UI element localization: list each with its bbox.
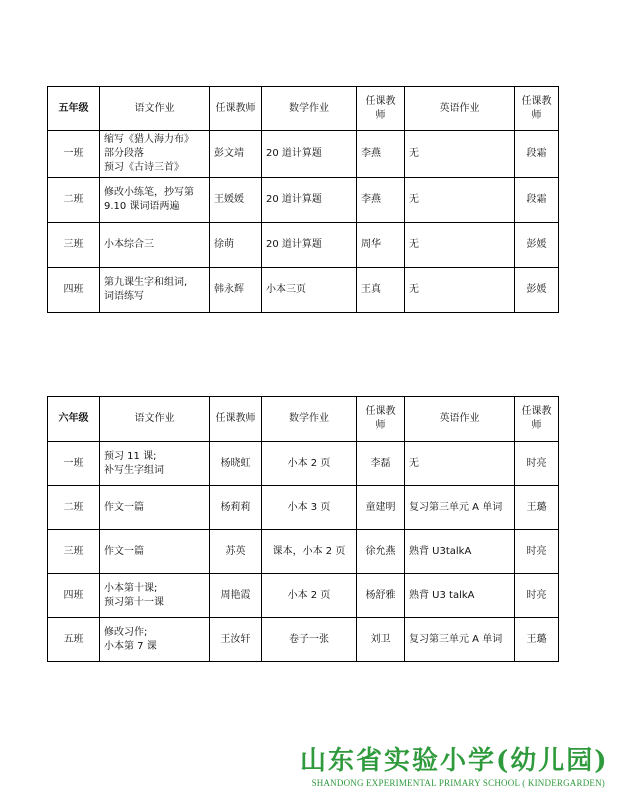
class-cell: 五班: [48, 618, 100, 662]
chinese-teacher-cell: 徐萌: [210, 223, 262, 268]
chinese-cell: [100, 530, 210, 574]
english-header: 英语作业: [405, 397, 515, 442]
chinese-teacher-cell: 杨晓虹: [210, 442, 262, 486]
chinese-line: 预习 11 课;: [104, 450, 157, 462]
chinese-teacher-cell: 苏英: [210, 530, 262, 574]
chinese-teacher-cell: 王媛媛: [210, 178, 262, 223]
chinese-line: 补写生字组词: [104, 464, 164, 476]
class-cell: 三班: [48, 530, 100, 574]
class-cell: 三班: [48, 223, 100, 268]
chinese-line: 作文一篇: [104, 501, 144, 513]
math-teacher-cell: 王真: [357, 268, 405, 313]
math-cell: 课本，小本 2 页: [262, 530, 357, 574]
english-teacher-cell: 时亮: [515, 442, 559, 486]
chinese-line: 第九课生字和组词,: [104, 277, 188, 288]
chinese-line: 部分段落: [104, 148, 144, 159]
math-teacher-cell: 杨舒雅: [357, 574, 405, 618]
chinese-line: 预习《古诗三首》: [104, 162, 184, 173]
grade-header: 五年级: [48, 87, 100, 131]
chinese-teacher-cell: 杨莉莉: [210, 486, 262, 530]
chinese-line: 作文一篇: [104, 545, 144, 557]
math-cell: 20 道计算题: [262, 131, 357, 178]
english-teacher-cell: 时亮: [515, 574, 559, 618]
english-cell: 无: [405, 442, 515, 486]
chinese-line: 小本第 7 课: [104, 640, 157, 652]
chinese-teacher-cell: 彭文靖: [210, 131, 262, 178]
math-teacher-cell: 童建明: [357, 486, 405, 530]
chinese-header: 语文作业: [100, 397, 210, 442]
chinese-cell: [100, 442, 210, 486]
english-teacher-cell: 彭媛: [515, 268, 559, 313]
english-cell: 复习第三单元 A 单词: [405, 486, 515, 530]
english-teacher-cell: 段霜: [515, 178, 559, 223]
chinese-line: 小本第十课;: [104, 582, 158, 594]
class-cell: 四班: [48, 574, 100, 618]
school-name-cn: 山东省实验小学(幼儿园): [300, 746, 609, 776]
chinese-cell: [100, 131, 210, 178]
english-cell: 无: [405, 178, 515, 223]
english-header: 英语作业: [405, 87, 515, 131]
table-row: [48, 618, 559, 662]
table-row: [48, 223, 559, 268]
grade6-homework-table: [47, 396, 559, 662]
math-header: 数学作业: [262, 87, 357, 131]
math-cell: 卷子一张: [262, 618, 357, 662]
grade-header: 六年级: [48, 397, 100, 442]
chinese-line: 词语练写: [104, 291, 144, 302]
math-teacher-cell: 李燕: [357, 131, 405, 178]
chinese-teacher-cell: 王汝轩: [210, 618, 262, 662]
class-cell: 一班: [48, 131, 100, 178]
grade5-homework-table: [47, 86, 559, 313]
math-teacher-cell: 刘卫: [357, 618, 405, 662]
table-header-row: [48, 87, 559, 131]
math-teacher-cell: 李磊: [357, 442, 405, 486]
english-cell: 无: [405, 268, 515, 313]
english-teacher-cell: 王璐: [515, 618, 559, 662]
table-row: [48, 442, 559, 486]
chinese-cell: [100, 178, 210, 223]
english-teacher-cell: 段霜: [515, 131, 559, 178]
chinese-cell: [100, 618, 210, 662]
class-cell: 一班: [48, 442, 100, 486]
chinese-cell: [100, 268, 210, 313]
english-teacher-cell: 王璐: [515, 486, 559, 530]
english-teacher-cell: 彭媛: [515, 223, 559, 268]
math-cell: 小本 3 页: [262, 486, 357, 530]
english-cell: 熟背 U3 talkA: [405, 574, 515, 618]
math-cell: 小本 2 页: [262, 574, 357, 618]
math-teacher-header: 任课教师: [357, 397, 405, 442]
chinese-header: 语文作业: [100, 87, 210, 131]
chinese-cell: [100, 486, 210, 530]
english-teacher-header: 任课教师: [515, 87, 559, 131]
school-logo-footer: [300, 745, 609, 789]
table-row: [48, 268, 559, 313]
chinese-teacher-header: 任课教师: [210, 87, 262, 131]
english-teacher-header: 任课教师: [515, 397, 559, 442]
school-name-en: SHANDONG EXPERIMENTAL PRIMARY SCHOOL ( KINDERGARDEN): [311, 778, 605, 788]
table-row: [48, 486, 559, 530]
english-cell: 熟背 U3talkA: [405, 530, 515, 574]
table-row: [48, 131, 559, 178]
chinese-cell: [100, 574, 210, 618]
english-teacher-cell: 时亮: [515, 530, 559, 574]
english-cell: 复习第三单元 A 单词: [405, 618, 515, 662]
chinese-line: 修改小练笔，抄写第: [104, 187, 194, 198]
chinese-line: 9.10 课词语两遍: [104, 201, 180, 212]
table-header-row: [48, 397, 559, 442]
table-row: [48, 530, 559, 574]
chinese-line: 修改习作;: [104, 626, 148, 638]
chinese-line: 预习第十一课: [104, 596, 164, 608]
math-teacher-cell: 李燕: [357, 178, 405, 223]
math-teacher-cell: 徐允燕: [357, 530, 405, 574]
chinese-line: 小本综合三: [104, 239, 154, 250]
chinese-teacher-cell: 韩永辉: [210, 268, 262, 313]
math-teacher-cell: 周华: [357, 223, 405, 268]
class-cell: 四班: [48, 268, 100, 313]
chinese-line: 缩写《猎人海力布》: [104, 134, 194, 145]
class-cell: 二班: [48, 486, 100, 530]
math-cell: 20 道计算题: [262, 178, 357, 223]
class-cell: 二班: [48, 178, 100, 223]
table-row: [48, 574, 559, 618]
chinese-teacher-header: 任课教师: [210, 397, 262, 442]
math-cell: 20 道计算题: [262, 223, 357, 268]
english-cell: 无: [405, 223, 515, 268]
chinese-cell: [100, 223, 210, 268]
chinese-teacher-cell: 周艳霞: [210, 574, 262, 618]
english-cell: 无: [405, 131, 515, 178]
table-row: [48, 178, 559, 223]
math-cell: 小本三页: [262, 268, 357, 313]
math-cell: 小本 2 页: [262, 442, 357, 486]
math-teacher-header: 任课教师: [357, 87, 405, 131]
math-header: 数学作业: [262, 397, 357, 442]
